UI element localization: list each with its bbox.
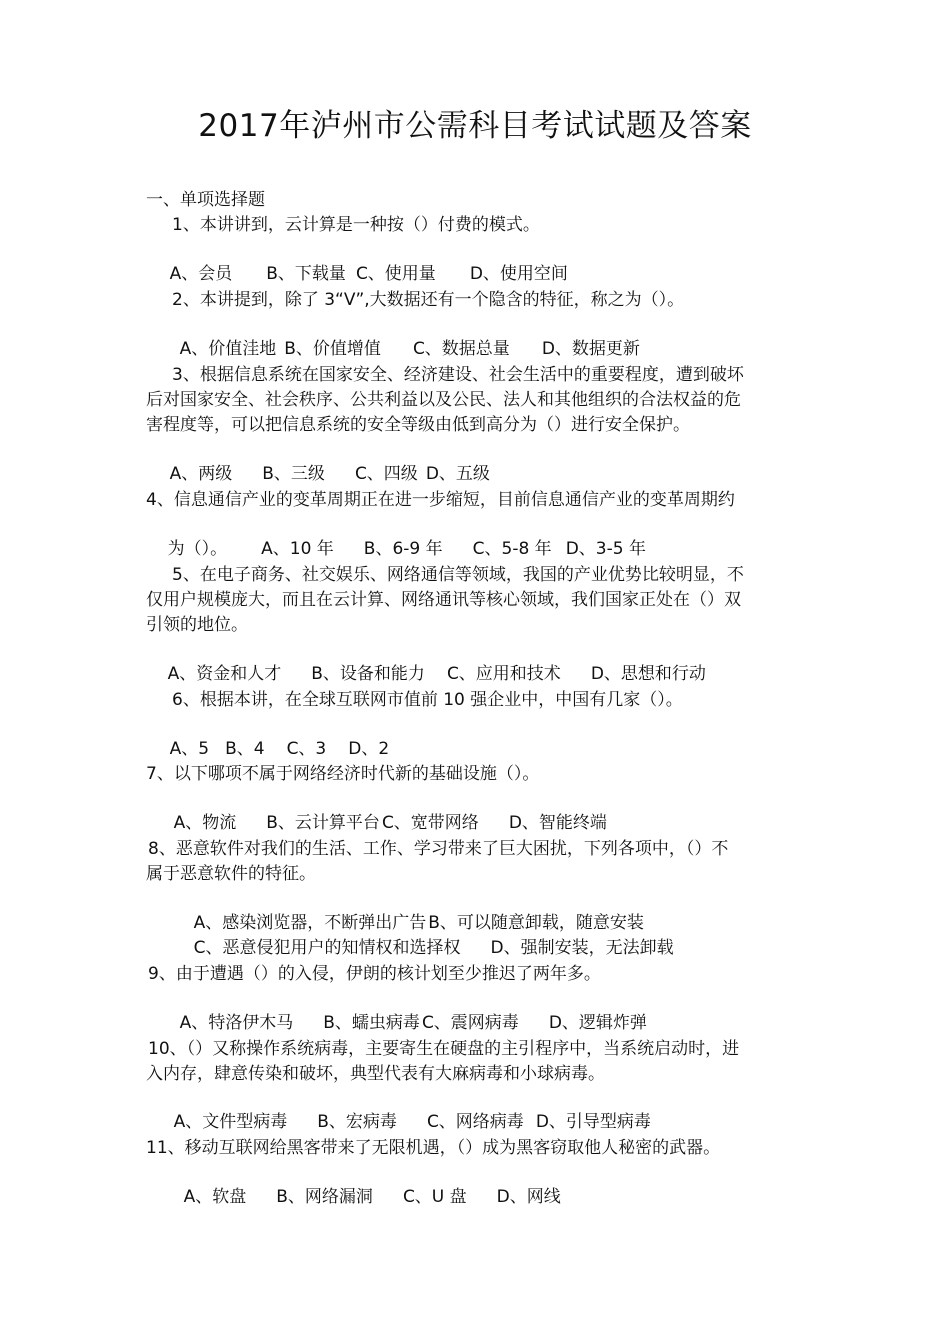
option-a: A、文件型病毒 [173,1112,288,1132]
option-c: C、U 盘 [402,1187,467,1207]
option-c: C、数据总量 [412,339,510,359]
option-a: A、软盘 [183,1187,247,1207]
option-a: A、资金和人才 [167,664,282,684]
option-b: B、网络漏洞 [276,1187,373,1207]
option-d: D、强制安装，无法卸载 [490,938,674,958]
question-10-line-2: 入内存，肆意传染和破坏，典型代表有大麻病毒和小球病毒。 [146,1064,605,1084]
question-8-line-2: 属于恶意软件的特征。 [146,864,316,884]
section-heading: 一、单项选择题 [146,190,265,210]
question-11-options [162,1161,561,1233]
option-b: B、下载量 [266,264,346,284]
option-b: B、价值增值 [284,339,381,359]
document-title: 2017年泸州市公需科目考试试题及答案 [198,108,752,144]
question-7-text: 7、以下哪项不属于网络经济时代新的基础设施（）。 [146,764,540,784]
option-d: D、逻辑炸弹 [548,1013,647,1033]
option-c: C、宽带网络 [381,813,479,833]
option-c: C、5-8 年 [472,539,552,559]
question-5-line-3: 引领的地位。 [146,615,248,635]
option-a: A、价值洼地 [179,339,277,359]
option-d: D、3-5 年 [565,539,646,559]
question-4-line-1: 4、信息通信产业的变革周期正在进一步缩短，目前信息通信产业的变革周期约 [146,490,735,510]
option-a: A、物流 [173,813,237,833]
option-d: D、网线 [496,1187,561,1207]
option-d: D、智能终端 [508,813,607,833]
option-c: C、3 [286,739,327,759]
option-b: B、4 [225,739,265,759]
question-11-text: 11、移动互联网给黑客带来了无限机遇，（）成为黑客窃取他人秘密的武器。 [146,1138,721,1158]
question-9-text: 9、由于遭遇（）的入侵，伊朗的核计划至少推迟了两年多。 [148,964,601,984]
option-d: D、引导型病毒 [535,1112,651,1132]
question-4-line-2-text: 为（）。 [167,539,228,559]
option-b: B、可以随意卸载，随意安装 [428,913,644,933]
option-b: B、三级 [262,464,325,484]
question-2-text: 2、本讲提到，除了 3“V”,大数据还有一个隐含的特征，称之为（）。 [172,290,685,310]
option-c: C、震网病毒 [421,1013,519,1033]
option-d: D、思想和行动 [590,664,706,684]
option-d: D、2 [348,739,390,759]
option-b: B、设备和能力 [311,664,425,684]
option-a: A、会员 [169,264,233,284]
option-b: B、6-9 年 [363,539,443,559]
option-a: A、特洛伊木马 [179,1013,294,1033]
question-8-line-1: 8、恶意软件对我们的生活、工作、学习带来了巨大困扰，下列各项中，（）不 [148,839,729,859]
option-d: D、使用空间 [469,264,568,284]
option-a: A、感染浏览器，不断弹出广告 [193,913,427,933]
option-c: C、网络病毒 [426,1112,524,1132]
option-b: B、蠕虫病毒 [323,1013,420,1033]
question-3-line-1: 3、根据信息系统在国家安全、经济建设、社会生活中的重要程度，遭到破坏 [172,365,744,385]
option-a: A、10 年 [261,539,334,559]
question-3-line-2: 后对国家安全、社会秩序、公共利益以及公民、法人和其他组织的合法权益的危 [146,390,741,410]
option-c: C、使用量 [355,264,436,284]
question-1-text: 1、本讲讲到，云计算是一种按（）付费的模式。 [172,215,540,235]
option-b: B、云计算平台 [266,813,380,833]
question-5-line-1: 5、在电子商务、社交娱乐、网络通信等领域，我国的产业优势比较明显，不 [172,565,744,585]
option-c: C、应用和技术 [446,664,561,684]
option-c: C、四级 [354,464,418,484]
question-6-text: 6、根据本讲，在全球互联网市值前 10 强企业中，中国有几家（）。 [172,690,683,710]
option-d: D、数据更新 [541,339,640,359]
question-5-line-2: 仅用户规模庞大，而且在云计算、网络通讯等核心领域，我们国家正处在（）双 [146,590,741,610]
question-3-line-3: 害程度等，可以把信息系统的安全等级由低到高分为（）进行安全保护。 [146,415,690,435]
option-c: C、恶意侵犯用户的知情权和选择权 [193,938,461,958]
option-a: A、两级 [169,464,233,484]
question-10-line-1: 10、（）又称操作系统病毒，主要寄生在硬盘的主引程序中，当系统启动时，进 [148,1039,740,1059]
option-b: B、宏病毒 [317,1112,397,1132]
option-d: D、五级 [425,464,490,484]
option-a: A、5 [169,739,210,759]
